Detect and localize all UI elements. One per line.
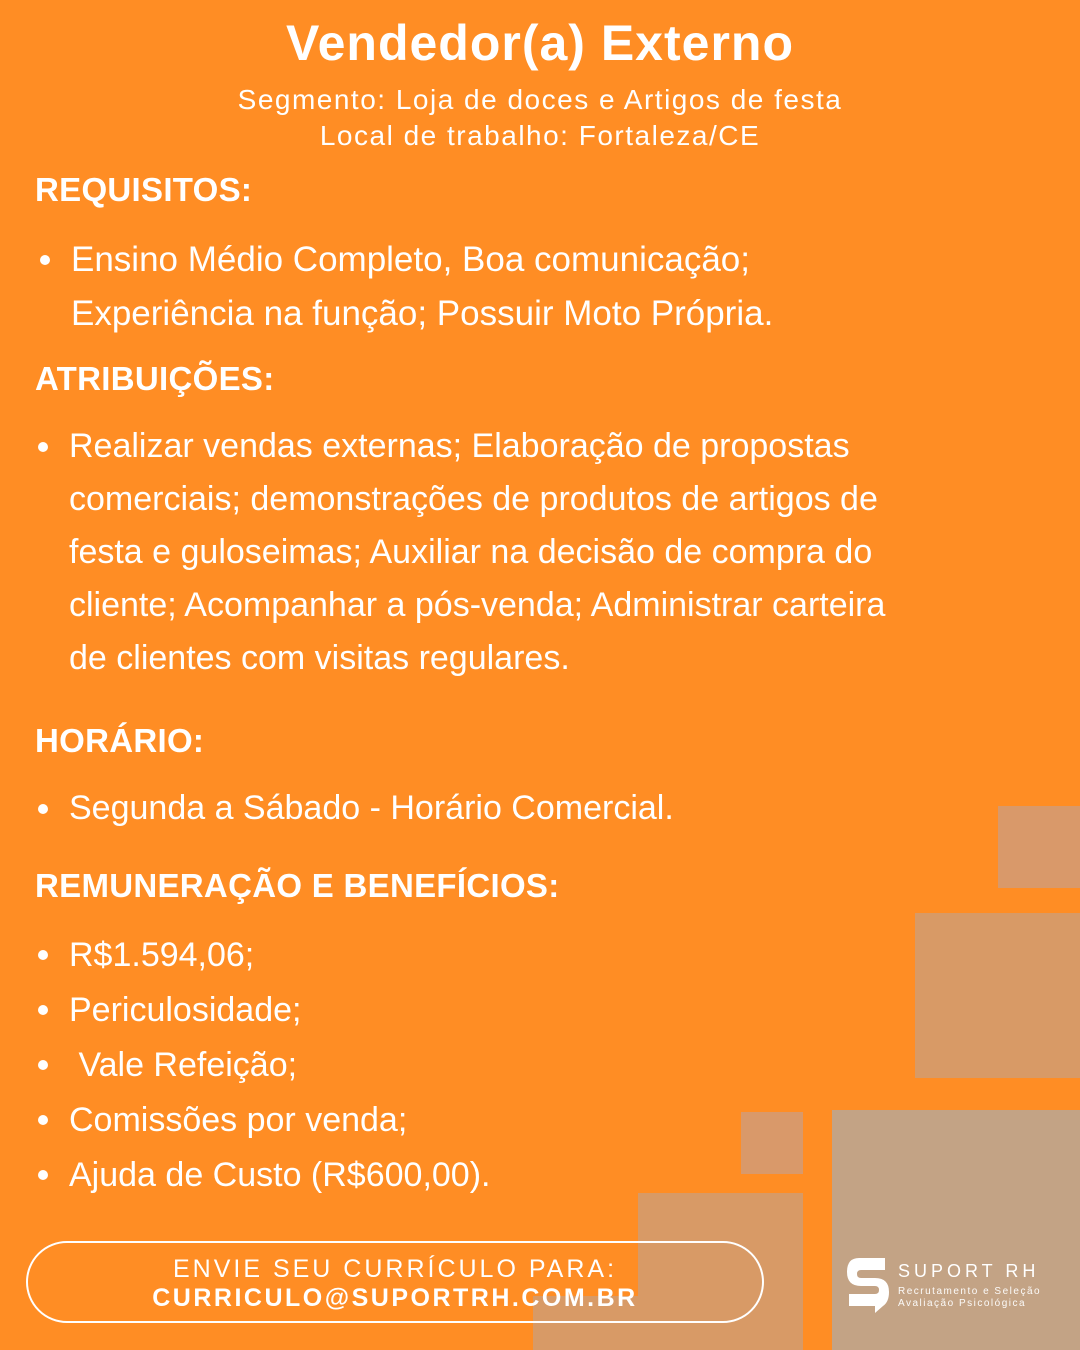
list-item-continuation: cliente; Acompanhar a pós-venda; Administrar carteira <box>69 586 886 624</box>
list-item: Vale Refeição; <box>35 1038 490 1093</box>
brand-tagline: Avaliação Psicológica <box>898 1298 1027 1309</box>
send-cv-button[interactable] <box>26 1241 764 1323</box>
list-item: Comissões por venda; <box>35 1093 490 1148</box>
list-item: Periculosidade; <box>35 983 490 1038</box>
list-item: Segunda a Sábado - Horário Comercial. <box>35 782 674 835</box>
list-item-continuation: de clientes com visitas regulares. <box>69 639 570 677</box>
list-item: Ajuda de Custo (R$600,00). <box>35 1148 490 1203</box>
remuneracao-heading: REMUNERAÇÃO E BENEFÍCIOS: <box>35 867 560 904</box>
remuneracao-list <box>35 928 490 1203</box>
list-item: Realizar vendas externas; Elaboração de propostas <box>35 420 885 473</box>
atribuicoes-heading: ATRIBUIÇÕES: <box>35 360 275 397</box>
decor-square <box>998 806 1080 888</box>
list-item-continuation: festa e guloseimas; Auxiliar na decisão de compra do <box>69 533 873 571</box>
requisitos-list <box>37 233 773 341</box>
job-segment: Segmento: Loja de doces e Artigos de festa <box>237 84 843 115</box>
cta-email-link[interactable]: CURRICULO@SUPORTRH.COM.BR <box>152 1284 638 1312</box>
job-location: Local de trabalho: Fortaleza/CE <box>319 120 761 151</box>
list-item: R$1.594,06; <box>35 928 490 983</box>
s-arrow-logo-icon <box>845 1256 891 1314</box>
atribuicoes-list <box>35 420 885 685</box>
brand-tagline: Recrutamento e Seleção <box>898 1286 1042 1297</box>
decor-square <box>832 1110 1080 1350</box>
job-title: Vendedor(a) Externo <box>286 15 794 71</box>
decor-square <box>915 913 1080 1078</box>
requisitos-heading: REQUISITOS: <box>35 171 253 208</box>
list-item-continuation: comerciais; demonstrações de produtos de artigos de <box>69 480 878 518</box>
cta-label: ENVIE SEU CURRÍCULO PARA: <box>172 1255 618 1283</box>
horario-heading: HORÁRIO: <box>35 722 205 759</box>
horario-list <box>35 782 674 835</box>
brand-name: SUPORT RH <box>898 1261 1040 1281</box>
list-item: Ensino Médio Completo, Boa comunicação; <box>37 233 773 287</box>
decor-square <box>741 1112 803 1174</box>
list-item-continuation: Experiência na função; Possuir Moto Própria. <box>71 294 774 333</box>
